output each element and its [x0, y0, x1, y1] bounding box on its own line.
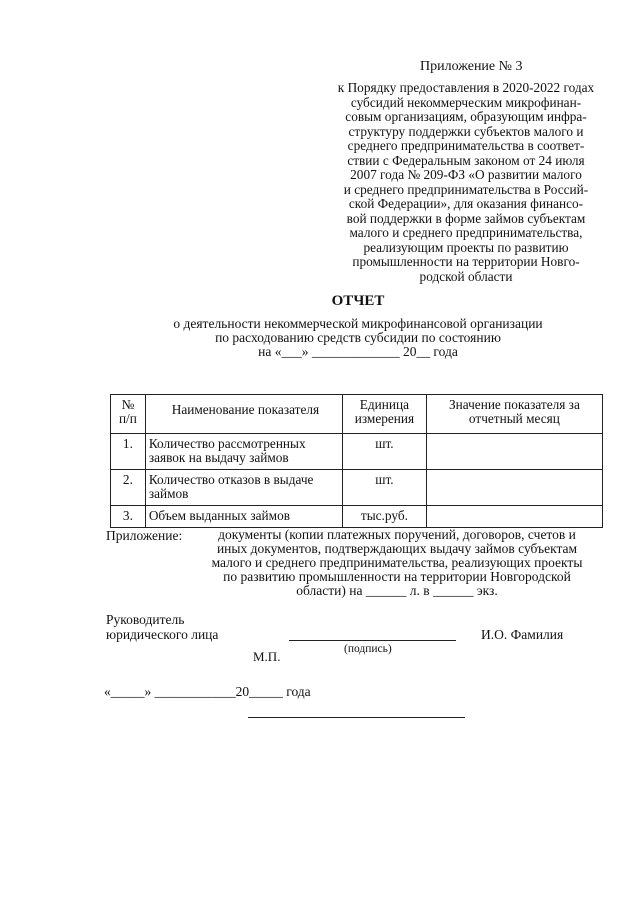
appendix-line: среднего предпринимательства в соответ- — [347, 138, 585, 153]
row-indicator-name: Объем выданных займов — [145, 506, 342, 528]
row-unit: шт. — [343, 470, 427, 506]
appendix-reference — [330, 81, 602, 284]
report-date-line: на «___» _____________ 20__ года — [258, 344, 458, 359]
row-unit: тыс.руб. — [343, 506, 427, 528]
appendix-line: структуру поддержки субъектов малого и — [348, 123, 584, 139]
attachment-line: документы (копии платежных поручений, договоров, счетов и — [218, 527, 576, 542]
row-number: 3. — [111, 506, 146, 528]
appendix-line: субсидий некоммерческим микрофинан- — [350, 94, 582, 110]
row-indicator-name: Количество отказов в выдаче займов — [145, 470, 342, 506]
bottom-signature-line — [248, 717, 465, 718]
header-value: Значение показателя за отчетный месяц — [426, 395, 602, 434]
appendix-line: к Порядку предоставления в 2020-2022 годах — [337, 80, 595, 95]
appendix-title: Приложение № 3 — [420, 59, 523, 74]
row-value — [426, 470, 602, 506]
attachment-line: иных документов, подтверждающих выдачу займов субъектам — [216, 541, 578, 556]
attachment-label: Приложение: — [106, 528, 183, 543]
appendix-line: малого и среднего предпринимательства, — [349, 225, 583, 240]
row-value — [426, 506, 602, 528]
signatory-name: И.О. Фамилия — [481, 627, 564, 642]
appendix-line: реализующим проекты по развитию — [363, 239, 569, 255]
signature-caption: (подпись) — [344, 643, 392, 655]
attachment-line: малого и среднего предпринимательства, реализующих проекты — [211, 555, 583, 570]
signature-line — [289, 640, 456, 641]
appendix-line: и среднего предпринимательства в Россий- — [343, 181, 589, 197]
attachment-text — [192, 528, 602, 598]
report-table — [110, 394, 603, 528]
appendix-line: 2007 года № 209-ФЗ «О развитии малого — [350, 167, 582, 182]
report-title: ОТЧЕТ — [331, 293, 385, 309]
table-row — [111, 506, 603, 528]
row-unit: шт. — [343, 434, 427, 470]
signature-date: «_____» ____________20_____ года — [104, 684, 311, 699]
table-row — [111, 434, 603, 470]
header-unit: Единица измерения — [343, 395, 427, 434]
table-row — [111, 470, 603, 506]
header-number: № п/п — [111, 395, 146, 434]
stamp-placeholder: М.П. — [253, 649, 281, 664]
row-indicator-name: Количество рассмотренных заявок на выдачу займов — [145, 434, 342, 470]
appendix-line: ствии с Федеральным законом от 24 июля — [347, 152, 585, 168]
table-header-row — [111, 395, 603, 434]
appendix-line: ской Федерации», для оказания финансо- — [348, 196, 584, 211]
header-indicator-name: Наименование показателя — [145, 395, 342, 434]
attachment-line: по развитию промышленности на территории Новгородской — [223, 569, 571, 584]
row-number: 1. — [111, 434, 146, 470]
appendix-line: совым организациям, образующим инфра- — [345, 109, 587, 124]
attachment-line: области) на ______ л. в ______ экз. — [296, 583, 498, 598]
appendix-line: вой поддержки в форме займов субъектам — [346, 210, 586, 226]
appendix-line: родской области — [419, 268, 513, 284]
report-subtitle: о деятельности некоммерческой микрофинансовой организации — [173, 316, 543, 331]
row-value — [426, 434, 602, 470]
signatory-role: Руководитель юридического лица — [106, 612, 219, 642]
row-number: 2. — [111, 470, 146, 506]
appendix-line: промышленности на территории Новго- — [352, 254, 580, 269]
report-subtitle: по расходованию средств субсидии по состоянию — [215, 330, 501, 345]
